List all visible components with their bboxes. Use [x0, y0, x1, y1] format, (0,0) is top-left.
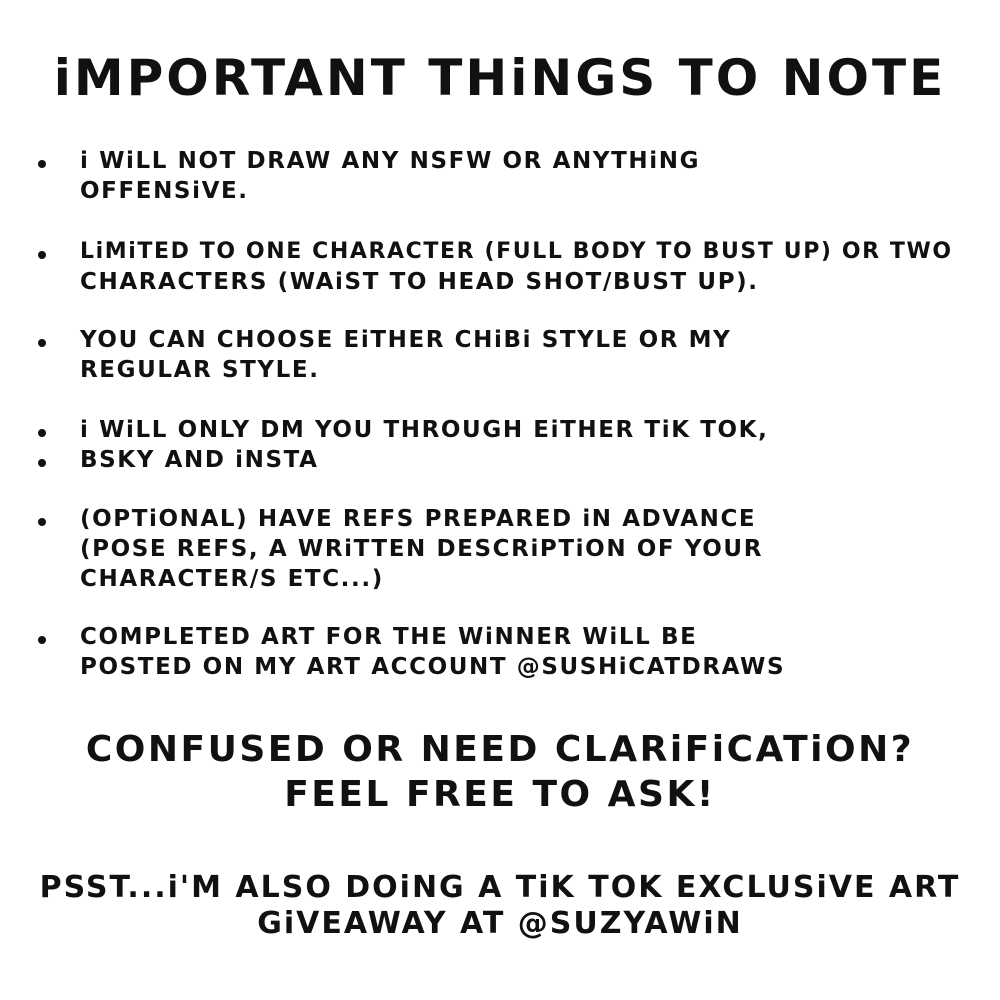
- rule-4-line-1: i WiLL ONLY DM YOU THROUGH EiTHER TiK TOK,: [80, 417, 769, 443]
- rule-5-line-2: (POSE REFS, A WRiTTEN DESCRiPTiON OF YOUR: [80, 536, 764, 562]
- rule-5-line-1: (OPTiONAL) HAVE REFS PREPARED iN ADVANCE: [80, 506, 757, 532]
- clarification-line-1: CONFUSED OR NEED CLARiFiCATiON?: [85, 729, 915, 770]
- rule-1-line-2: OFFENSiVE.: [80, 178, 249, 204]
- rule-4-line-2: BSKY AND iNSTA: [80, 447, 319, 473]
- rule-5-line-3: CHARACTER/S ETC...): [80, 566, 384, 592]
- bullet-icon: [38, 636, 46, 644]
- rule-1-line-1: i WiLL NOT DRAW ANY NSFW OR ANYTHiNG: [80, 148, 701, 174]
- bullet-icon: [38, 459, 46, 467]
- bullet-icon: [38, 339, 46, 347]
- rule-6-line-1: COMPLETED ART FOR THE WiNNER WiLL BE: [80, 624, 698, 650]
- rule-6-line-2: POSTED ON MY ART ACCOUNT @SUSHiCATDRAWS: [80, 654, 786, 680]
- clarification-line-2: FEEL FREE TO ASK!: [284, 774, 716, 815]
- bullet-icon: [38, 429, 46, 437]
- bullet-icon: [38, 160, 46, 168]
- rule-3-line-2: REGULAR STYLE.: [80, 357, 320, 383]
- footer-line-1: PSST...i'M ALSO DOiNG A TiK TOK EXCLUSiVE ART: [39, 870, 961, 905]
- rule-2-line-1: LiMiTED TO ONE CHARACTER (FULL BODY TO BUST UP) OR TWO: [80, 239, 953, 264]
- footer-line-2: GiVEAWAY AT @SUZYAWiN: [257, 906, 743, 941]
- rule-2-line-2: CHARACTERS (WAiST TO HEAD SHOT/BUST UP).: [80, 269, 759, 295]
- bullet-icon: [38, 251, 46, 259]
- bullet-icon: [38, 518, 46, 526]
- rule-3-line-1: YOU CAN CHOOSE EiTHER CHiBi STYLE OR MY: [80, 327, 732, 353]
- page-title: iMPORTANT THiNGS TO NOTE: [53, 49, 947, 107]
